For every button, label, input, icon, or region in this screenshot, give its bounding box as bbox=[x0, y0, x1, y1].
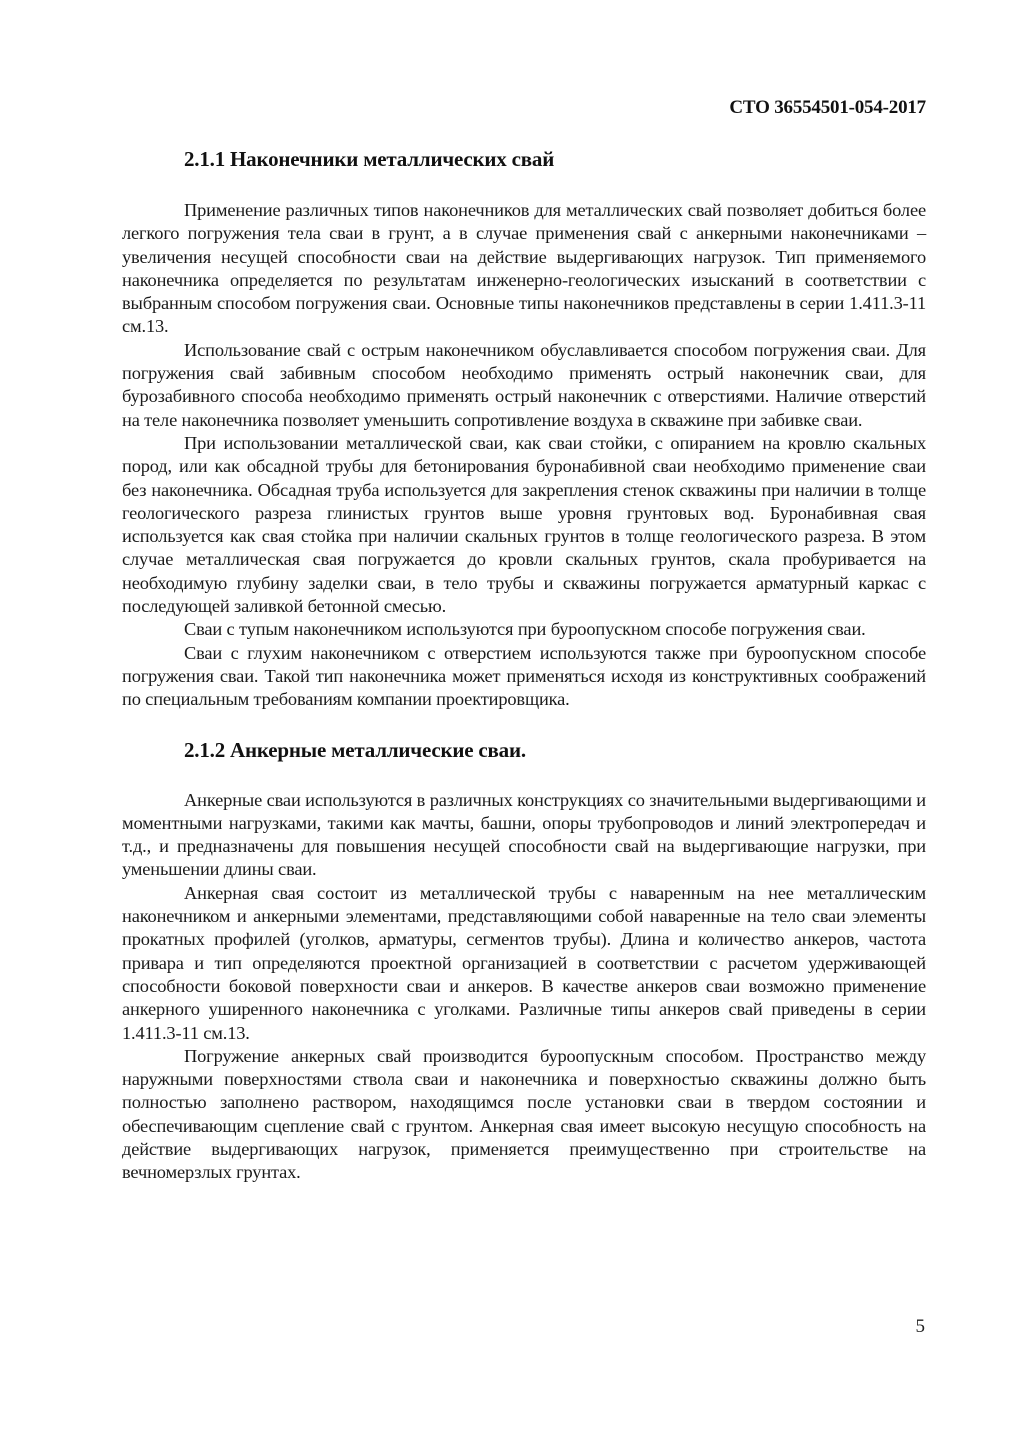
document-code: СТО 36554501-054-2017 bbox=[729, 97, 926, 118]
paragraph: Анкерные сваи используются в различных конструкциях со значительными выдергивающими и моментными нагрузками, такими как мачты, башни, опоры трубопроводов и линий электропередач и т.д., и предназначены для повышения несущей способности свай на выдергивающие нагрузки, при уменьшении длины сваи. bbox=[122, 789, 926, 880]
section-title-tips: 2.1.1 Наконечники металлических свай bbox=[184, 147, 555, 171]
section-title-anchor-piles: 2.1.2 Анкерные металлические сваи. bbox=[184, 737, 526, 762]
paragraph: Сваи с глухим наконечником с отверстием используются также при буроопускном способе погружения сваи. Такой тип наконечника может применяться исходя из конструктивных соображений по специальным требованиям компании проектировщика. bbox=[122, 642, 926, 710]
page-content bbox=[122, 140, 926, 1185]
page-number: 5 bbox=[915, 1316, 925, 1337]
paragraph: Погружение анкерных свай производится буроопускным способом. Пространство между наружными поверхностями ствола сваи и наконечника и поверхностью скважины должно быть полностью заполнено раствором, находящимся после установки сваи в твердом состоянии и обеспечивающим сцепление свай с грунтом. Анкерная свая имеет высокую несущую способность на действие выдергивающих нагрузок, применяется преимущественно при строительстве на вечномерзлых грунтах. bbox=[122, 1045, 926, 1183]
paragraph: При использовании металлической сваи, как сваи стойки, с опиранием на кровлю скальных пород, или как обсадной трубы для бетонирования буронабивной сваи необходимо применение сваи без наконечника. Обсадная труба используется для закрепления стенок скважины при наличии в толще геологического разреза глинистых грунтов выше уровня грунтовых вод. Буронабивная свая используется как свая стойка при наличии скальных грунтов в толще геологического разреза. В этом случае металлическая свая погружается до кровли скальных грунтов, скала пробуривается на необходимую глубину заделки сваи, в тело трубы и скважины погружается арматурный каркас с последующей заливкой бетонной смесью. bbox=[122, 432, 926, 617]
paragraph: Применение различных типов наконечников для металлических свай позволяет добиться более легкого погружения тела сваи в грунт, а в случае применения свай с анкерными наконечниками – увеличения несущей способности сваи на действие выдергивающих нагрузок. Тип применяемого наконечника определяется по результатам инженерно-геологических изысканий в соответствии с выбранным способом погружения сваи. Основные типы наконечников представлены в серии 1.411.3-11 см.13. bbox=[122, 200, 926, 337]
paragraph: Анкерная свая состоит из металлической трубы с наваренным на нее металлическим наконечником и анкерными элементами, представляющими собой наваренные на тело сваи элементы прокатных профилей (уголков, арматуры, сегментов трубы). Длина и количество анкеров, частота привара и тип определяются проектной организацией в соответствии с расчетом удерживающей способности боковой поверхности сваи и анкеров. В качестве анкеров сваи возможно применение анкерного уширенного наконечника с уголками. Различные типы анкеров свай приведены в серии 1.411.3-11 см.13. bbox=[122, 882, 926, 1043]
paragraph: Использование свай с острым наконечником обуславливается способом погружения сваи. Для погружения свай забивным способом необходимо применять острый наконечник сваи, для бурозабивного способа необходимо применять острый наконечник с отверстиями. Наличие отверстий на теле наконечника позволяет уменьшить сопротивление воздуха в скважине при забивке сваи. bbox=[122, 339, 926, 430]
paragraph: Сваи с тупым наконечником используются при буроопускном способе погружения сваи. bbox=[184, 619, 866, 640]
